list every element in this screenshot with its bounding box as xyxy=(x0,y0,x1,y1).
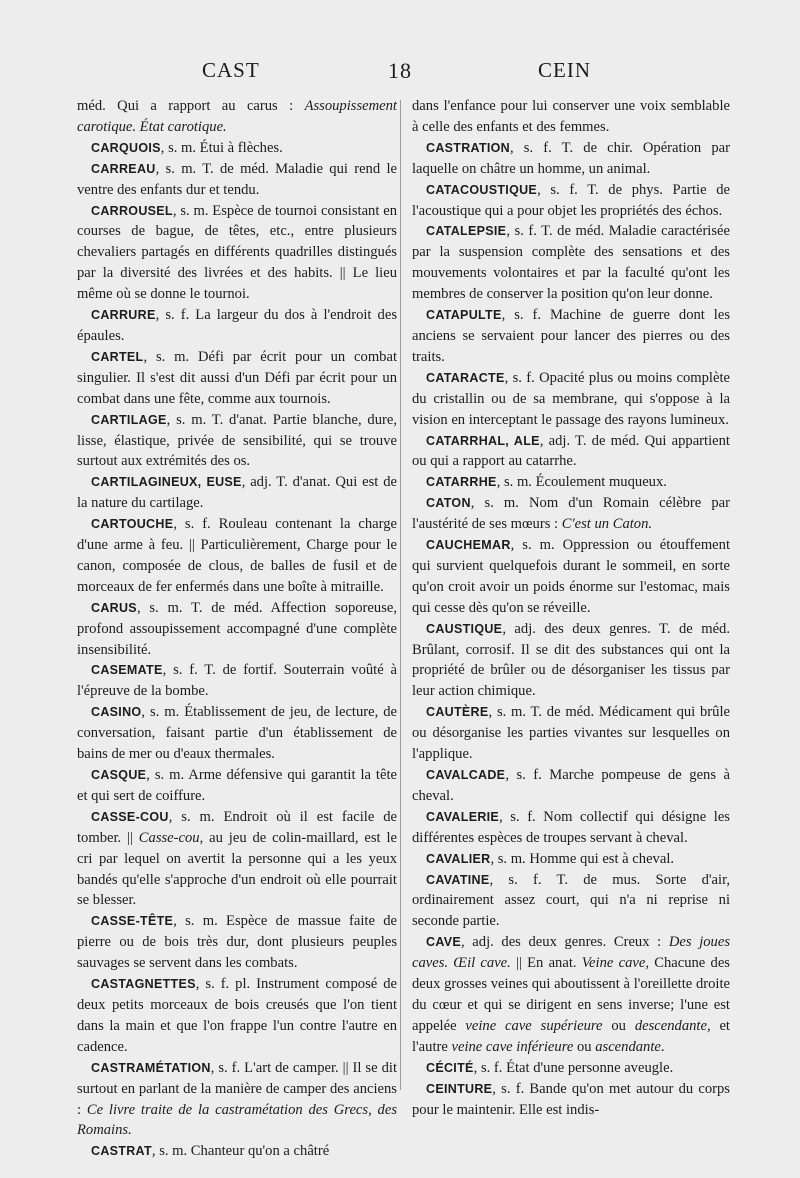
dictionary-entry xyxy=(412,138,730,180)
dictionary-entry xyxy=(77,305,397,347)
entry-definition: , s. f. Rouleau contenant la charge d'une arme à feu. || Particulièrement, Charge pour le canon, composée de clous, de balles de fusil et de morceaux de fer enfermés dans une boîte à mitraille. xyxy=(77,516,397,595)
dictionary-entry xyxy=(412,180,730,222)
entry-definition: , s. f. T. de mus. Sorte d'air, ordinairement assez court, qui n'a ni reprise ni seconde partie. xyxy=(412,871,730,930)
dictionary-entry xyxy=(77,911,397,974)
dictionary-entry xyxy=(412,765,730,807)
entry-definition: , s. f. T. de chir. Opération par laquelle on châtre un homme, un animal. xyxy=(412,139,730,177)
entry-definition: , s. f. La largeur du dos à l'endroit des épaules. xyxy=(77,307,397,344)
dictionary-entry xyxy=(412,221,730,305)
dictionary-entry xyxy=(412,368,730,431)
dictionary-entry xyxy=(412,1079,730,1121)
entry-headword: CAVATINE xyxy=(426,872,490,887)
entry-definition: , adj. des deux genres. Creux : Des joues caves. Œil cave. || En anat. Veine cave, Chacune des deux grosses veines qui aboutissent à l'oreillette droite du cœur et qui se dirigent en sens inverse; l'une est appelée veine cave supérieure ou descendante, et l'autre veine cave inférieure ou ascendante. xyxy=(412,934,730,1055)
entry-definition: , s. f. Marche pompeuse de gens à cheval. xyxy=(412,767,730,804)
entry-headword: CARTILAGE xyxy=(91,412,167,427)
dictionary-entry xyxy=(77,472,397,514)
entry-definition: , s. f. pl. Instrument composé de deux petits morceaux de bois creusés que l'on tient dans la main et que l'on frappe l'un contre l'autre en cadence. xyxy=(77,976,397,1055)
entry-definition: méd. Qui a rapport au carus : Assoupissement carotique. État carotique. xyxy=(77,98,397,135)
entry-definition: , s. f. Machine de guerre dont les anciens se servaient pour lancer des pierres ou des traits. xyxy=(412,307,730,365)
entry-headword: CAUTÈRE xyxy=(426,705,489,720)
entry-headword: CASQUE xyxy=(91,768,147,782)
entry-headword: CARRURE xyxy=(91,308,156,323)
entry-definition: , s. f. L'art de camper. || Il se dit surtout en parlant de la manière de camper des anciens : Ce livre traite de la castramétation des Grecs, des Romains. xyxy=(77,1059,398,1139)
entry-headword: CATAPULTE xyxy=(426,308,502,323)
entry-headword: CARTOUCHE xyxy=(91,517,174,532)
entry-headword: CÉCITÉ xyxy=(426,1060,474,1075)
entry-headword: CARROUSEL xyxy=(91,203,173,218)
entry-headword: CASINO xyxy=(91,705,142,720)
entry-headword: CAVE xyxy=(426,935,462,950)
dictionary-entry xyxy=(412,849,730,870)
entry-definition: , adj. T. d'anat. Qui est de la nature du cartilage. xyxy=(77,474,397,512)
entry-headword: CASTAGNETTES xyxy=(91,977,196,992)
dictionary-entry xyxy=(412,932,730,1057)
entry-definition: , s. f. T. de fortif. Souterrain voûté à l'épreuve de la bombe. xyxy=(77,662,397,700)
dictionary-entry xyxy=(77,514,397,598)
entry-headword: CARTILAGINEUX, EUSE xyxy=(91,475,242,490)
dictionary-entry xyxy=(77,807,397,912)
dictionary-entry xyxy=(77,138,397,159)
entry-definition: , s. m. Étui à flèches. xyxy=(160,139,283,156)
entry-definition: , s. m. Espèce de tournoi consistant en courses de bague, de têtes, etc., entre plusieurs chevaliers partagés en différents quadrilles distingués par la diversité des livrées et des habits. || Le lieu même où se donne le tournoi. xyxy=(77,202,397,303)
right-column xyxy=(412,96,730,1120)
entry-definition: , s. m. Nom d'un Romain célèbre par l'austérité de ses mœurs : C'est un Caton. xyxy=(412,495,730,533)
entry-headword: CAVALIER xyxy=(426,851,491,866)
entry-headword: CAVALCADE xyxy=(426,768,506,782)
dictionary-entry xyxy=(77,598,397,661)
entry-definition: , s. m. Arme défensive qui garantit la tête et qui sert de coiffure. xyxy=(77,767,397,804)
entry-headword: CARTEL xyxy=(91,349,144,364)
entry-headword: CATARRHE xyxy=(426,475,497,490)
entry-headword: CARQUOIS xyxy=(91,140,161,155)
entry-headword: CATARRHAL, ALE xyxy=(426,433,540,448)
entry-definition: dans l'enfance pour lui conserver une voix semblable à celle des enfants et des femmes. xyxy=(412,98,730,135)
header-first-word: CAST xyxy=(202,58,260,82)
entry-definition: , s. m. Oppression ou étouffement qui survient quelquefois durant le sommeil, en sorte qu'on croit avoir un poids énorme sur l'estomac, mais qui cesse dès qu'on se réveille. xyxy=(412,537,730,616)
entry-definition: , adj. des deux genres. T. de méd. Brûlant, corrosif. Il se dit des substances qui ont la propriété de brûler ou de désorganiser les tissus par leur action chimique. xyxy=(412,620,730,700)
entry-definition: , s. m. T. de méd. Médicament qui brûle ou désorganise les parties vivantes sur lesquelles on l'applique. xyxy=(412,704,730,763)
entry-headword: CASSE-COU xyxy=(91,809,169,824)
entry-headword: CATARACTE xyxy=(426,370,505,385)
entry-definition: , s. f. T. de méd. Maladie caractérisée par la suspension complète des sensations et des mouvements volontaires et par la faculté qu'ont les membres de conserver la position qu'on leur donne. xyxy=(412,223,730,303)
entry-headword: CASTRATION xyxy=(426,140,511,155)
entry-definition: , s. f. Nom collectif qui désigne les différentes espèces de troupes servant à cheval. xyxy=(412,808,730,846)
dictionary-entry xyxy=(77,765,397,807)
entry-definition: , s. m. Espèce de massue faite de pierre ou de bois très dur, dont plusieurs peuples sauvages se servent dans les combats. xyxy=(77,913,397,972)
dictionary-entry xyxy=(412,431,730,473)
entry-headword: CATACOUSTIQUE xyxy=(426,182,538,197)
entry-definition: , s. m. Écoulement muqueux. xyxy=(496,474,667,491)
entry-definition: , s. m. Homme qui est à cheval. xyxy=(490,850,675,867)
dictionary-entry xyxy=(77,347,397,410)
left-column xyxy=(77,96,397,1162)
dictionary-entry xyxy=(77,96,397,138)
entry-definition: , s. m. Chanteur qu'on a châtré xyxy=(151,1143,330,1160)
dictionary-entry xyxy=(412,535,730,619)
dictionary-entry xyxy=(77,974,397,1058)
entry-headword: CATALEPSIE xyxy=(426,224,507,239)
entry-definition: , s. f. État d'une personne aveugle. xyxy=(473,1059,674,1076)
entry-headword: CARREAU xyxy=(91,161,156,176)
dictionary-entry xyxy=(412,493,730,535)
page-number: 18 xyxy=(388,58,412,83)
entry-definition: , s. m. Endroit où il est facile de tomber. || Casse-cou, au jeu de colin-maillard, est le cri par lequel on avertit la personne qui a les yeux bandés qu'elle s'approche d'un endroit où elle pourrait se blesser. xyxy=(77,808,397,909)
entry-headword: CASTRAMÉTATION xyxy=(91,1060,211,1075)
dictionary-entry xyxy=(412,1058,730,1079)
entry-headword: CAUCHEMAR xyxy=(426,538,511,553)
entry-definition: , s. f. Opacité plus ou moins complète du cristallin ou de sa membrane, qui s'oppose à la vision en interceptant le passage des rayons lumineux. xyxy=(412,369,730,428)
entry-headword: CAUSTIQUE xyxy=(426,621,503,636)
dictionary-entry xyxy=(412,96,730,138)
dictionary-entry xyxy=(412,870,730,933)
dictionary-entry xyxy=(412,807,730,849)
entry-definition: , s. m. T. d'anat. Partie blanche, dure, lisse, élastique, privée de sensibilité, qui se trouve surtout aux extrémités des os. xyxy=(77,411,397,470)
entry-definition: , s. f. T. de phys. Partie de l'acoustique qui a pour objet les propriétés des échos. xyxy=(412,181,730,219)
entry-definition: , s. m. T. de méd. Maladie qui rend le ventre des enfants dur et tendu. xyxy=(77,160,397,198)
dictionary-entry xyxy=(77,702,397,765)
running-header xyxy=(70,58,730,88)
dictionary-entry xyxy=(412,305,730,368)
column-divider xyxy=(400,100,401,1090)
entry-headword: CARUS xyxy=(91,600,137,615)
entry-headword: CAVALERIE xyxy=(426,809,500,824)
dictionary-entry xyxy=(77,410,397,473)
dictionary-entry xyxy=(77,660,397,702)
entry-definition: , s. m. Défi par écrit pour un combat singulier. Il s'est dit aussi d'un Défi par écrit pour un combat dans une fête, comme aux tournois. xyxy=(77,348,397,407)
dictionary-entry xyxy=(77,1058,397,1142)
entry-definition: , s. f. Bande qu'on met autour du corps pour le maintenir. Elle est indis- xyxy=(412,1080,730,1118)
entry-definition: , s. m. Établissement de jeu, de lecture, de conversation, faisant partie d'un établissement de bains de mer ou d'eaux thermales. xyxy=(77,704,397,763)
dictionary-entry xyxy=(77,1141,397,1162)
dictionary-entry xyxy=(412,619,730,703)
dictionary-entry xyxy=(77,201,397,306)
entry-headword: CATON xyxy=(426,496,471,511)
entry-headword: CASTRAT xyxy=(91,1144,152,1159)
dictionary-entry xyxy=(412,702,730,765)
entry-headword: CASSE-TÊTE xyxy=(91,914,174,929)
entry-definition: , adj. T. de méd. Qui appartient ou qui a rapport au catarrhe. xyxy=(412,432,730,470)
entry-headword: CEINTURE xyxy=(426,1081,493,1096)
dictionary-entry xyxy=(412,472,730,493)
entry-definition: , s. m. T. de méd. Affection soporeuse, profond assoupissement accompagné d'une complète insensibilité. xyxy=(77,599,397,658)
header-last-word: CEIN xyxy=(538,58,591,82)
entry-headword: CASEMATE xyxy=(91,663,163,678)
dictionary-entry xyxy=(77,159,397,201)
